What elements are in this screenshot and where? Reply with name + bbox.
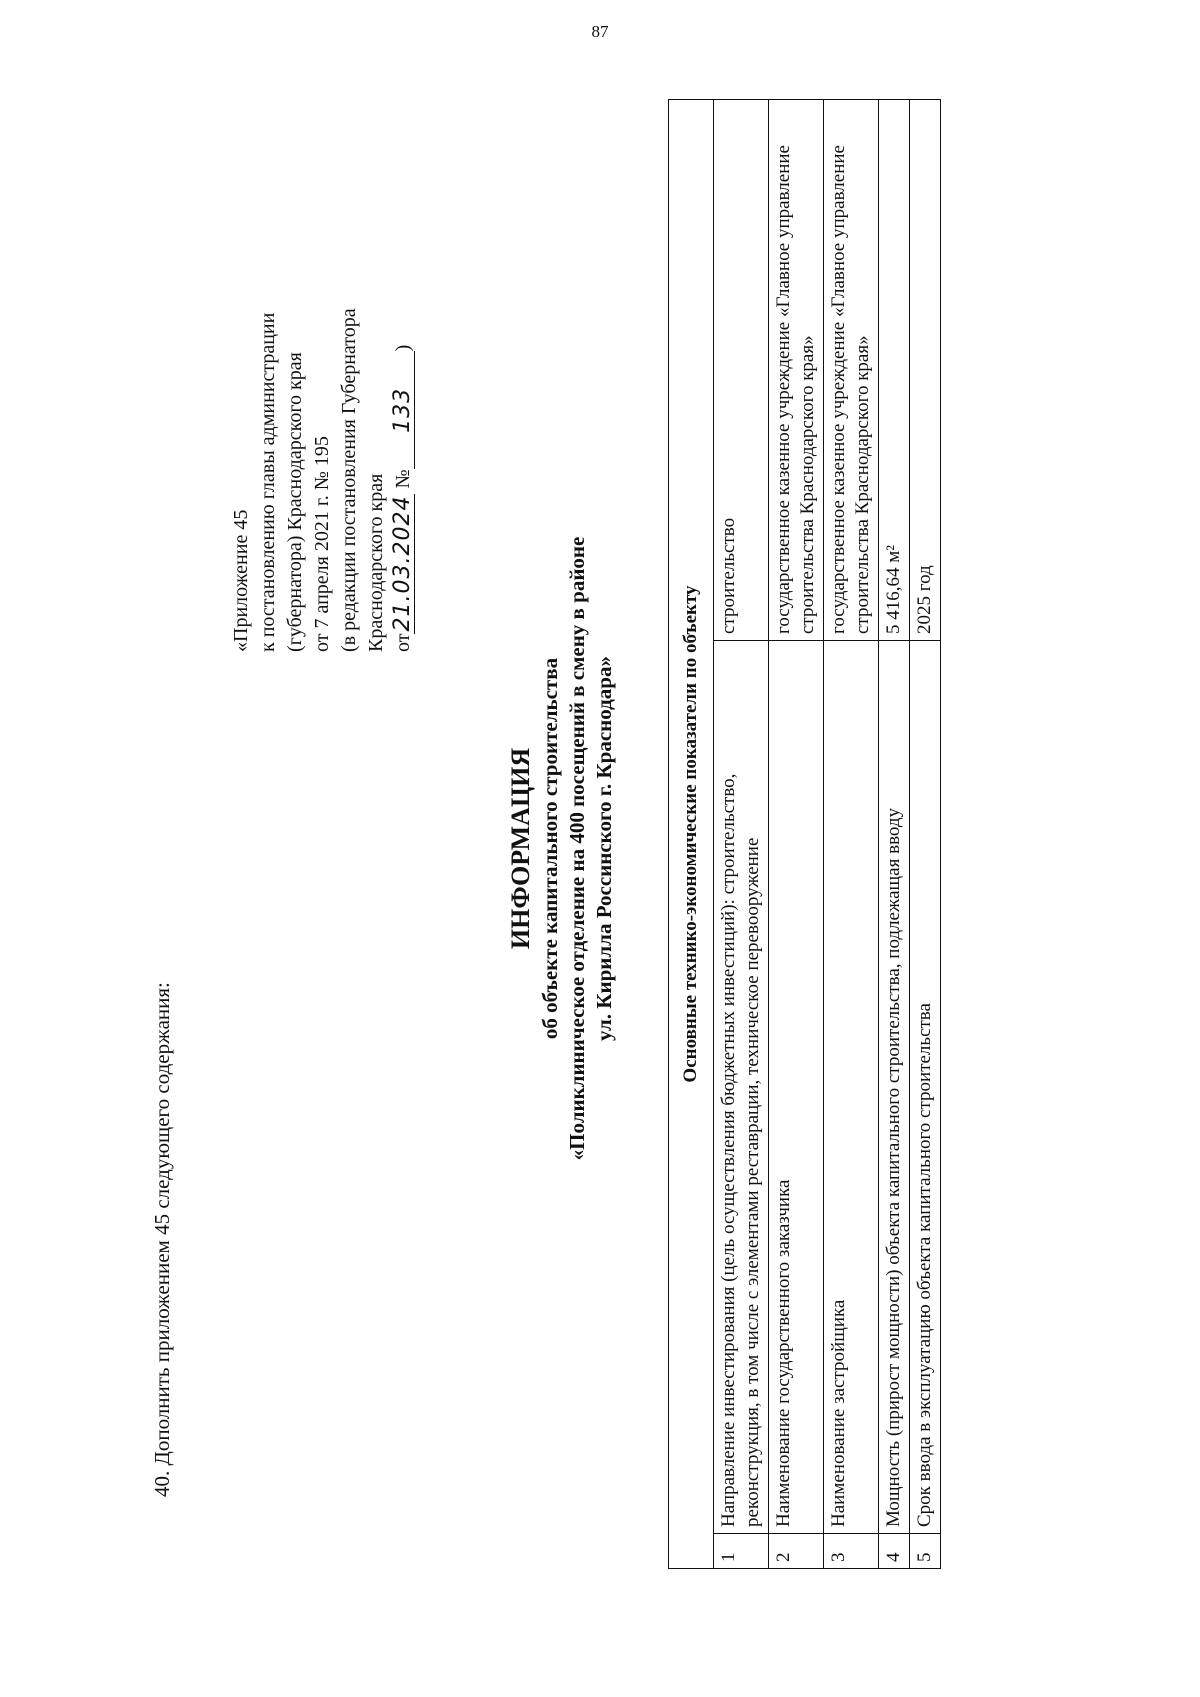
table-header-row — [669, 100, 714, 1569]
table-row — [879, 100, 910, 1569]
row-value: строительство — [714, 100, 769, 641]
table-header: Основные технико-экономические показатели по объекту — [669, 100, 714, 1569]
appendix-line: Краснодарского края — [365, 473, 387, 652]
row-number: 1 — [714, 1534, 769, 1569]
title-main: ИНФОРМАЦИЯ — [506, 747, 535, 950]
document-title — [505, 0, 618, 1697]
row-label: Срок ввода в эксплуатацию объекта капитального строительства — [910, 641, 941, 1534]
row-number: 5 — [910, 1534, 941, 1569]
number-prefix: № — [392, 469, 414, 489]
row-value: государственное казенное учреждение «Главное управление строительства Краснодарского края» — [824, 100, 879, 641]
table-row — [769, 100, 824, 1569]
appendix-stamp — [228, 92, 417, 652]
appendix-line: (в редакции постановления Губернатора — [338, 308, 360, 652]
date-prefix: от — [392, 633, 414, 652]
table-row — [824, 100, 879, 1569]
row-label: Наименование застройщика — [824, 641, 879, 1534]
row-value: государственное казенное учреждение «Главное управление строительства Краснодарского края» — [769, 100, 824, 641]
title-line: об объекте капитального строительства — [538, 657, 562, 1040]
table-row — [714, 100, 769, 1569]
closing-paren: ) — [392, 344, 414, 352]
row-number: 4 — [879, 1534, 910, 1569]
appendix-date-line — [390, 92, 417, 652]
row-number: 2 — [769, 1534, 824, 1569]
appendix-line: «Приложение 45 — [230, 509, 252, 652]
appendix-line: (губернатора) Краснодарского края — [284, 352, 306, 652]
appendix-line: от 7 апреля 2021 г. № 195 — [311, 436, 333, 652]
handwritten-date: 21.03.2024 — [392, 494, 415, 634]
appendix-line: к постановлению главы администрации — [257, 312, 279, 652]
intro-paragraph: 40. Дополнить приложением 45 следующего содержания: — [150, 982, 174, 1497]
row-label: Направление инвестирования (цель осуществления бюджетных инвестиций): строительство, реконструкция, в том числе с элементами реставрации, техническое перевооружение — [714, 641, 769, 1534]
title-line: ул. Кирилла Россинского г. Краснодара» — [592, 656, 616, 1041]
row-label: Мощность (прирост мощности) объекта капитального строительства, подлежащая вводу — [879, 641, 910, 1534]
indicators-table — [668, 99, 941, 1569]
table-row — [910, 100, 941, 1569]
row-value: 5 416,64 м² — [879, 100, 910, 641]
row-label: Наименование государственного заказчика — [769, 641, 824, 1534]
page-number: 87 — [591, 22, 609, 41]
row-number: 3 — [824, 1534, 879, 1569]
handwritten-number: 133 — [392, 351, 415, 469]
row-value: 2025 год — [910, 100, 941, 641]
title-line: «Поликлиническое отделение на 400 посещений в смену в районе — [565, 536, 589, 1161]
